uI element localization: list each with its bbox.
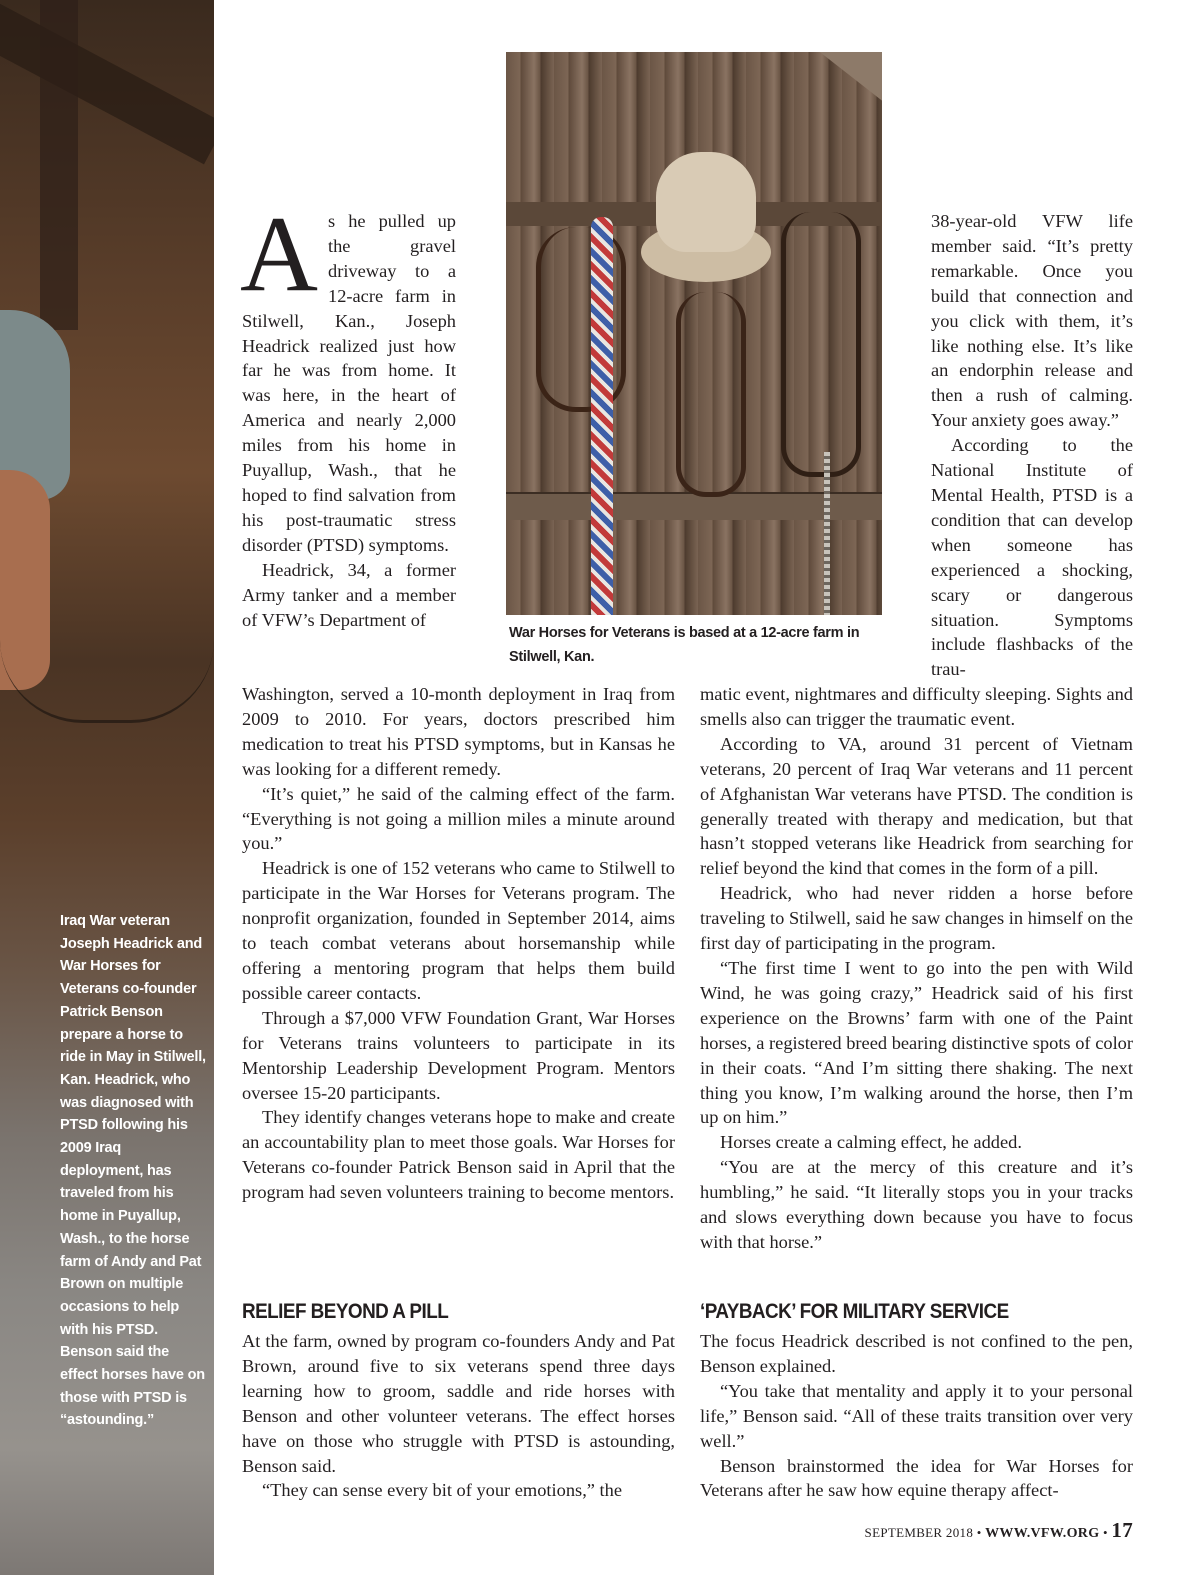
paragraph: They identify changes veterans hope to make and create an accountability plan to meet those goals. War Horses for Veterans co-founder Patrick Benson said in April that the program had seven volunteers training to become mentors. (242, 1107, 675, 1203)
paragraph: “The first time I went to go into the pen with Wild Wind, he was going crazy,” Headrick said of his first experience on the Browns’ farm with one of the Paint horses, a registered breed bearing distinctive spots of color in their coats. “And I’m sitting there shaking. The next thing you know, I’m walking around the horse, then I’m up on him.” (700, 957, 1133, 1128)
website-link[interactable]: WWW.VFW.ORG (985, 1526, 1100, 1541)
section-payback-column (700, 1329, 1133, 1503)
issue-date: SEPTEMBER 2018 (864, 1525, 974, 1540)
paragraph: According to the National Institute of Mental Health, PTSD is a condition that can develop when someone has experienced a shocking, scary or dangerous situation. Symptoms include flashbacks of the trau- (931, 435, 1133, 680)
right-top-column (931, 209, 1133, 682)
paragraph: “They can sense every bit of your emotions,” the (262, 1480, 623, 1501)
paragraph: 38-year-old VFW life member said. “It’s pretty remarkable. Once you build that connection and you click with them, it’s like nothing else. It’s like an endorphin release and then a rush of calming. Your anxiety goes away.” (931, 211, 1133, 431)
left-column (242, 682, 675, 1205)
intro-paragraph: As he pulled up the gravel driveway to a 12-acre farm in Stilwell, Kan., Joseph Headrick realized just how far he was from home. It was here, in the heart of America and nearly 2,000 miles from his home in Puyallup, Wash., that he hoped to find salvation from his post-traumatic stress disorder (PTSD) symptoms. (240, 195, 456, 555)
intro-paragraph-2: Headrick, 34, a former Army tanker and a member of VFW’s Department of (242, 559, 456, 630)
paragraph: The focus Headrick described is not confined to the pen, Benson explained. (700, 1331, 1133, 1376)
paragraph: According to VA, around 31 percent of Vietnam veterans, 20 percent of Iraq War veterans and 11 percent of Afghanistan War veterans have PTSD. The condition is generally treated with therapy and medication, but that hasn’t stopped veterans like Headrick from searching for relief beyond the kind that comes in the form of a pill. (700, 733, 1133, 879)
drop-cap: A (240, 195, 318, 314)
section-heading-relief: RELIEF BEYOND A PILL (242, 1300, 449, 1323)
intro-column (240, 195, 456, 632)
paragraph: “You take that mentality and apply it to your personal life,” Benson said. “All of these traits transition over very well.” (700, 1380, 1133, 1451)
paragraph: Benson brainstormed the idea for War Horses for Veterans after he saw how equine therapy affect- (700, 1455, 1133, 1501)
page-footer (865, 1518, 1133, 1543)
tack-photo (506, 52, 882, 615)
paragraph: “You are at the mercy of this creature and it’s humbling,” he said. “It literally stops you in your tracks and slows everything down because you have to focus with that horse.” (700, 1157, 1133, 1252)
footer-separator: • (1102, 1525, 1108, 1540)
paragraph: Headrick is one of 152 veterans who came to Stilwell to participate in the War Horses for Veterans program. The nonprofit organization, founded in September 2014, aims to teach combat veterans about horsemanship while offering a mentoring program that helps them build possible career contacts. (242, 858, 675, 1003)
paragraph: “It’s quiet,” he said of the calming effect of the farm. “Everything is not going a million miles a minute around you.” (242, 783, 675, 854)
page-number: 17 (1111, 1518, 1133, 1542)
paragraph: Headrick, who had never ridden a horse before traveling to Stilwell, said he saw changes in himself on the first day of participating in the program. (700, 883, 1133, 954)
paragraph: Horses create a calming effect, he added. (720, 1132, 1022, 1153)
photo-caption: War Horses for Veterans is based at a 12-acre farm in Stilwell, Kan. (509, 625, 860, 665)
footer-separator: • (976, 1525, 982, 1540)
paragraph: matic event, nightmares and difficulty sleeping. Sights and smells also can trigger the traumatic event. (700, 684, 1133, 729)
paragraph: Washington, served a 10-month deployment in Iraq from 2009 to 2010. For years, doctors prescribed him medication to treat his PTSD symptoms, but in Kansas he was looking for a different remedy. (242, 684, 675, 779)
side-photo-caption: Iraq War veteran Joseph Headrick and War Horses for Veterans co-founder Patrick Benson prepare a horse to ride in May in Stilwell, Kan. Headrick, who was diagnosed with PTSD following his 2009 Iraq deployment, has traveled from his home in Puyallup, Wash., to the horse farm of Andy and Pat Brown on multiple occasions to help with his PTSD. Benson said the effect horses have on those with PTSD is “astounding.” (60, 913, 206, 1429)
section-heading-payback: ‘PAYBACK’ FOR MILITARY SERVICE (700, 1300, 1009, 1323)
right-column (700, 682, 1133, 1255)
paragraph: Through a $7,000 VFW Foundation Grant, War Horses for Veterans trains volunteers to participate in its Mentorship Leadership Development Program. Mentors oversee 15-20 participants. (242, 1007, 675, 1103)
section-relief-column (242, 1329, 675, 1503)
paragraph: At the farm, owned by program co-founders Andy and Pat Brown, around five to six veterans spend three days learning how to groom, saddle and ride horses with Benson and other volunteer veterans. The effect horses have on those who struggle with PTSD is astounding, Benson said. (242, 1331, 675, 1476)
